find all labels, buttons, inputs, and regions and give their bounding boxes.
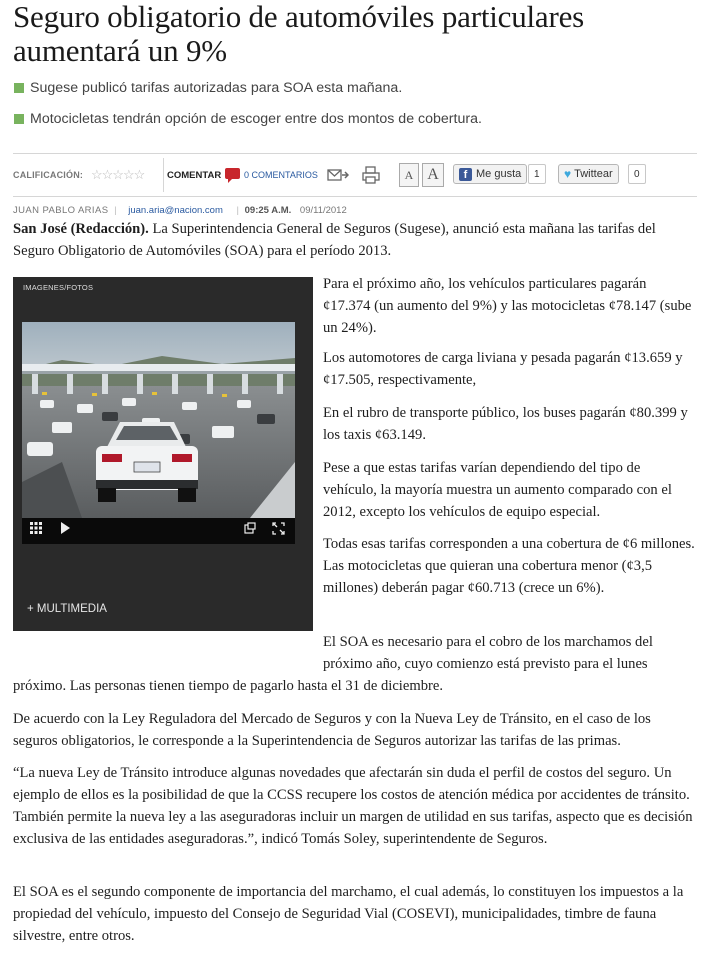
article-paragraph: El SOA es necesario para el cobro de los marchamos del próximo año, cuyo comienzo está previsto para el lunes xyxy=(323,634,653,672)
video-controls xyxy=(22,518,295,544)
byline-separator: | xyxy=(236,205,239,216)
article-paragraph: El SOA es el segundo componente de importancia del marchamo, el cual además, lo constituyen los impuestos a la propiedad del vehículo, impuesto del Consejo de Seguridad Vial (COSEVI), municipalidades, timbre de fauna silvestre, entre otros. xyxy=(13,884,684,944)
more-multimedia-link[interactable]: + MULTIMEDIA xyxy=(27,603,107,615)
mail-forward-icon-graphic xyxy=(327,168,349,182)
article-toolbar xyxy=(13,153,697,197)
toolbar-divider xyxy=(163,158,164,192)
summary-bullet-text: Motocicletas tendrán opción de escoger entre dos montos de cobertura. xyxy=(30,111,482,127)
summary-bullet xyxy=(13,77,693,108)
facebook-icon: f xyxy=(459,168,472,181)
twitter-bird-icon: ♥ xyxy=(564,167,572,181)
print-icon[interactable] xyxy=(361,154,381,196)
article-paragraph: De acuerdo con la Ley Reguladora del Mercado de Seguros y con la Nueva Ley de Tránsito, en el caso de los seguros obligatorios, le corresponde a la Superintendencia de Seguros autorizar las tarifas de las primas. xyxy=(13,711,651,749)
tweet-label: Twittear xyxy=(574,168,613,180)
media-label: IMAGENES/FOTOS xyxy=(23,283,94,292)
fullscreen-icon-graphic xyxy=(272,522,285,535)
summary-bullet-text: Sugese publicó tarifas autorizadas para SOA esta mañana. xyxy=(30,80,403,96)
byline-separator: | xyxy=(114,205,117,216)
font-decrease-button[interactable]: A xyxy=(399,163,419,187)
publish-date: 09/11/2012 xyxy=(299,205,347,216)
grid-icon[interactable] xyxy=(30,522,42,537)
article-headline: Seguro obligatorio de automóviles particulares aumentará un 9% xyxy=(13,0,585,68)
font-increase-button[interactable]: A xyxy=(422,163,444,187)
comments-count-link[interactable] xyxy=(225,154,318,196)
popout-icon[interactable] xyxy=(244,522,256,537)
comments-count-label: 0 COMENTARIOS xyxy=(244,170,318,180)
bullet-square-icon xyxy=(14,114,24,124)
article-paragraph: Todas esas tarifas corresponden a una cobertura de ¢6 millones. Las motocicletas que quieran una cobertura menor (¢3,5 millones) deberán pagar ¢60.713 (crece un 6%). xyxy=(323,536,695,596)
video-player[interactable] xyxy=(22,322,295,544)
dateline: San José (Redacción). xyxy=(13,221,149,237)
summary-bullet xyxy=(13,108,693,139)
popout-icon-graphic xyxy=(244,522,256,534)
grid-icon-graphic xyxy=(30,522,42,534)
facebook-like-button[interactable] xyxy=(453,164,527,184)
tweet-button[interactable] xyxy=(558,164,619,184)
comment-bubble-icon xyxy=(225,168,240,179)
article-paragraph: Pese a que estas tarifas varían dependiendo del tipo de vehículo, la mayoría muestra un aumento comparado con el 2012, excepto los vehículos de equipo especial. xyxy=(323,460,672,520)
like-count: 1 xyxy=(528,164,546,184)
rating-label: CALIFICACIÓN: xyxy=(13,170,84,180)
rating-stars[interactable]: ☆☆☆☆☆ xyxy=(91,167,145,182)
bullet-square-icon xyxy=(14,83,24,93)
article-paragraph: próximo. Las personas tienen tiempo de pagarlo hasta el 31 de diciembre. xyxy=(13,678,443,694)
publish-time: 09:25 A.M. xyxy=(244,205,292,216)
fullscreen-icon[interactable] xyxy=(272,522,285,538)
summary-bullets xyxy=(13,77,693,139)
article-paragraph: Los automotores de carga liviana y pesada pagarán ¢13.659 y ¢17.505, respectivamente, xyxy=(323,350,683,388)
article-byline xyxy=(13,205,347,216)
author-email-link[interactable]: juan.aria@nacion.com xyxy=(128,205,223,216)
lead-paragraph xyxy=(13,218,697,262)
play-icon[interactable] xyxy=(60,522,70,537)
tweet-count: 0 xyxy=(628,164,646,184)
author-name: JUAN PABLO ARIAS xyxy=(13,205,109,216)
lead-text: La Superintendencia General de Seguros (Sugese), anunció esta mañana las tarifas del Seguro Obligatorio de Automóviles (SOA) para el período 2013. xyxy=(13,221,656,259)
multimedia-box xyxy=(13,277,313,631)
play-icon-graphic xyxy=(60,522,70,534)
toll-plaza-video-frame xyxy=(22,322,295,518)
print-icon-graphic xyxy=(361,166,381,184)
article-quote-paragraph: “La nueva Ley de Tránsito introduce algunas novedades que afectarán sin duda el perfil de costos del seguro. Un ejemplo de ellos es la posibilidad de que la CCSS recupere los costos de atención médica por accidentes de tránsito. También permite la nueva ley a las aseguradoras incluir un margen de utilidad en sus tarifas, aspecto que es decisión exclusiva de las entidades aseguradoras.”, indicó Tomás Soley, superintendente de Seguros. xyxy=(13,765,693,847)
article-paragraph: En el rubro de transporte público, los buses pagarán ¢80.399 y los taxis ¢63.149. xyxy=(323,405,688,443)
mail-forward-icon[interactable] xyxy=(327,154,349,196)
like-label: Me gusta xyxy=(476,168,522,180)
comment-button[interactable]: COMENTAR xyxy=(167,169,222,181)
article-paragraph: Para el próximo año, los vehículos particulares pagarán ¢17.374 (un aumento del 9%) y las motocicletas ¢78.147 (sube un 24%). xyxy=(323,276,692,336)
